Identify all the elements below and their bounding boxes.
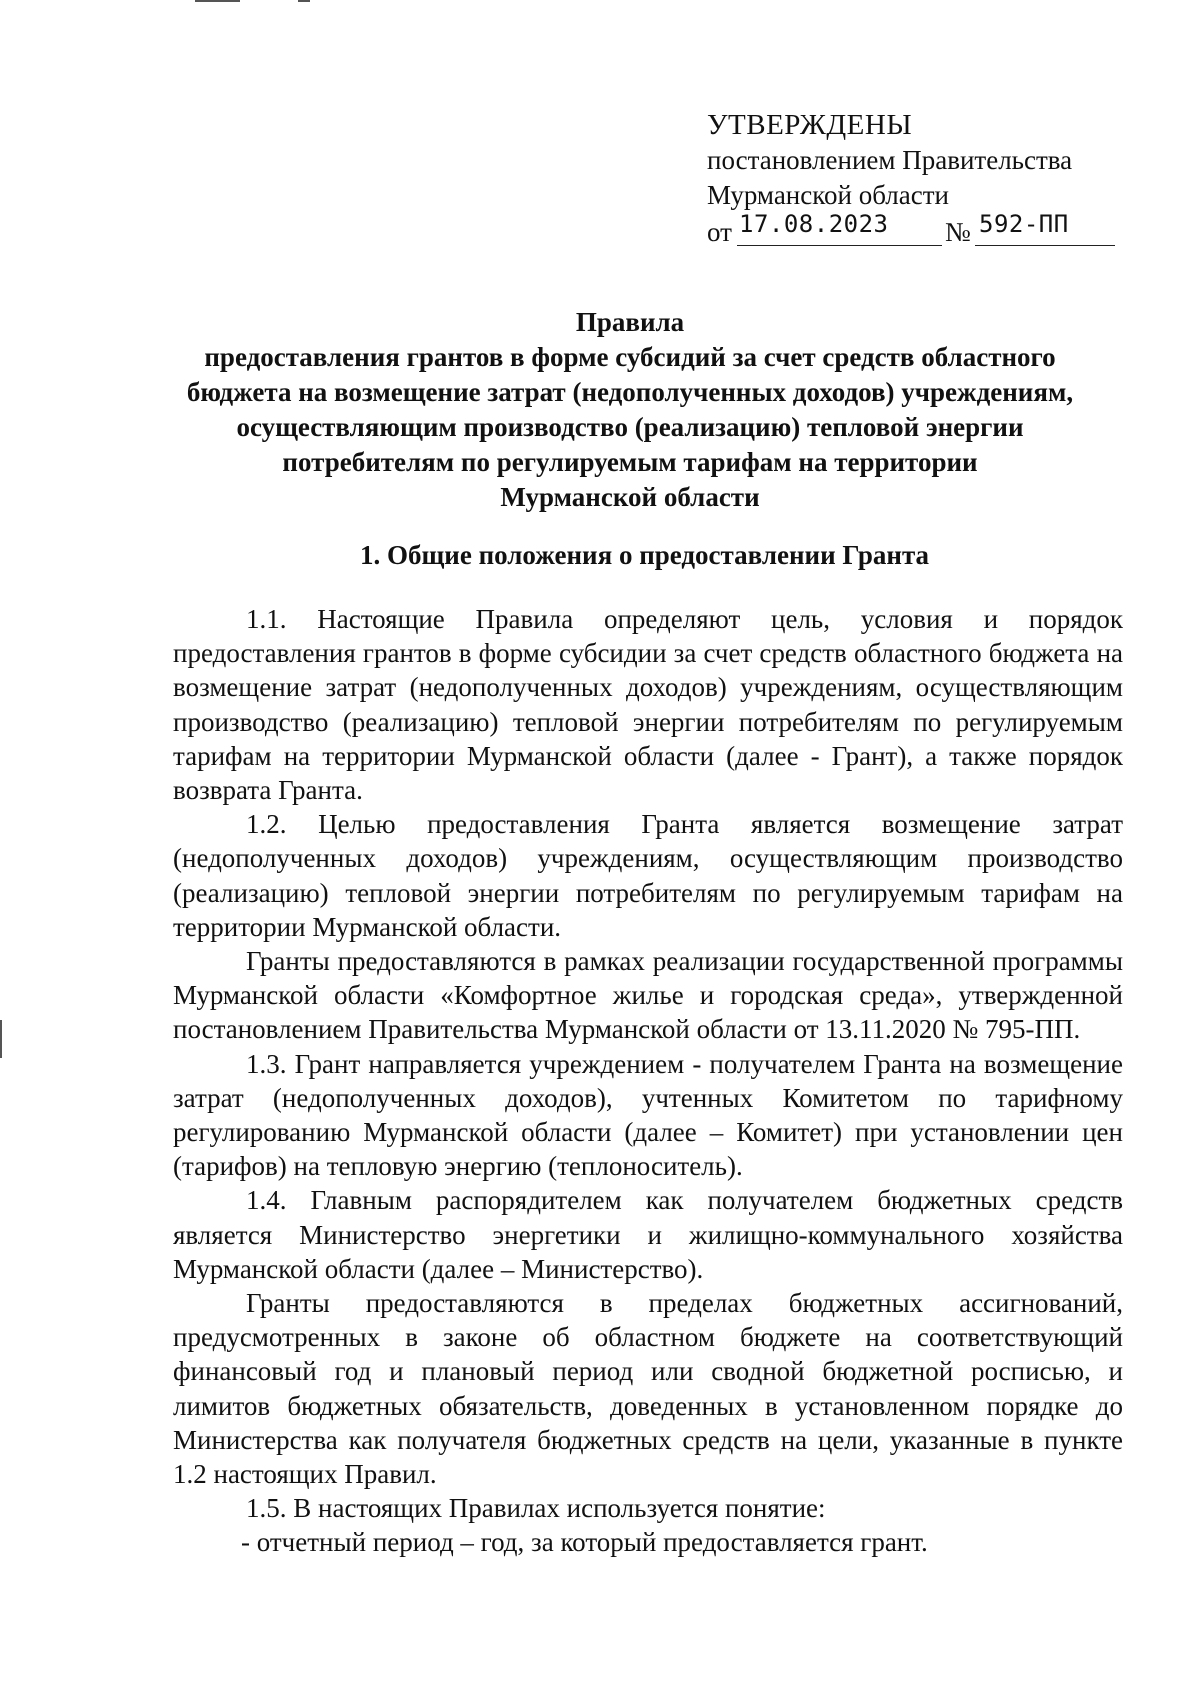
section-heading: 1. Общие положения о предоставлении Гранта bbox=[360, 540, 930, 570]
paragraph-1-4: 1.4. Главным распорядителем как получателем бюджетных средств является Министерство энергетики и жилищно-коммунального хозяйства Мурманской области (далее – Министерство). bbox=[173, 1185, 1123, 1284]
scan-mark-left bbox=[0, 1020, 2, 1058]
definition-reporting-period: - отчетный период – год, за который предоставляется грант. bbox=[241, 1527, 928, 1558]
paragraph-1-1: 1.1. Настоящие Правила определяют цель, условия и порядок предоставления грантов в форме субсидии за счет средств областного бюджета на возмещение затрат (недополученных доходов) учреждениям, осуществляющим производство (реализацию) тепловой энергии потребителям по регулируемым тарифам на территории Мурманской области (далее - Грант), а также порядок возврата Гранта. bbox=[173, 604, 1123, 806]
approval-line-1: постановлением Правительства bbox=[707, 145, 1073, 175]
scan-mark-top bbox=[195, 0, 240, 2]
document-title bbox=[150, 305, 1110, 515]
title-line-4: осуществляющим производство (реализацию) тепловой энергии bbox=[236, 412, 1024, 442]
document-body bbox=[173, 602, 1123, 1560]
approval-title: УТВЕРЖДЕНЫ bbox=[707, 109, 913, 141]
paragraph-1-5: 1.5. В настоящих Правилах используется понятие: bbox=[246, 1493, 826, 1524]
date-underline bbox=[737, 245, 942, 246]
title-line-6: Мурманской области bbox=[500, 482, 760, 512]
approval-stamp bbox=[707, 108, 1127, 253]
approval-number: 592-ПП bbox=[979, 210, 1069, 238]
paragraph-1-3: 1.3. Грант направляется учреждением - получателем Гранта на возмещение затрат (недополученных доходов), учтенных Комитетом по тарифному регулированию Мурманской области (далее – Комитет) при установлении цен (тарифов) на тепловую энергию (теплоноситель). bbox=[173, 1048, 1123, 1182]
title-line-5: потребителям по регулируемым тарифам на территории bbox=[282, 447, 978, 477]
paragraph-1-2: 1.2. Целью предоставления Гранта является возмещение затрат (недополученных доходов) учреждениям, осуществляющим производство (реализацию) тепловой энергии потребителям по регулируемым тарифам на территории Мурманской области. bbox=[173, 809, 1123, 942]
approval-date-row bbox=[707, 210, 1127, 253]
number-prefix: № bbox=[945, 217, 971, 247]
number-underline bbox=[975, 245, 1115, 246]
title-line-3: бюджета на возмещение затрат (недополученных доходов) учреждениям, bbox=[186, 377, 1074, 407]
title-line-1: Правила bbox=[575, 307, 685, 337]
approval-line-2: Мурманской области bbox=[707, 180, 949, 210]
paragraph-grants-program: Гранты предоставляются в рамках реализации государственной программы Мурманской области «Комфортное жилье и городская среда», утвержденной постановлением Правительства Мурманской области от 13.11.2020 № 795-ПП. bbox=[173, 946, 1123, 1045]
paragraph-grants-limits: Гранты предоставляются в пределах бюджетных ассигнований, предусмотренных в законе об областном бюджете на соответствующий финансовый год и плановый период или сводной бюджетной росписью, и лимитов бюджетных обязательств, доведенных в установленном порядке до Министерства как получателя бюджетных средств на цели, указанные в пункте 1.2 настоящих Правил. bbox=[173, 1288, 1123, 1490]
scan-mark-top-right bbox=[298, 0, 310, 2]
approval-date: 17.08.2023 bbox=[739, 210, 889, 238]
date-prefix: от bbox=[707, 217, 732, 247]
title-line-2: предоставления грантов в форме субсидий за счет средств областного bbox=[204, 342, 1056, 372]
